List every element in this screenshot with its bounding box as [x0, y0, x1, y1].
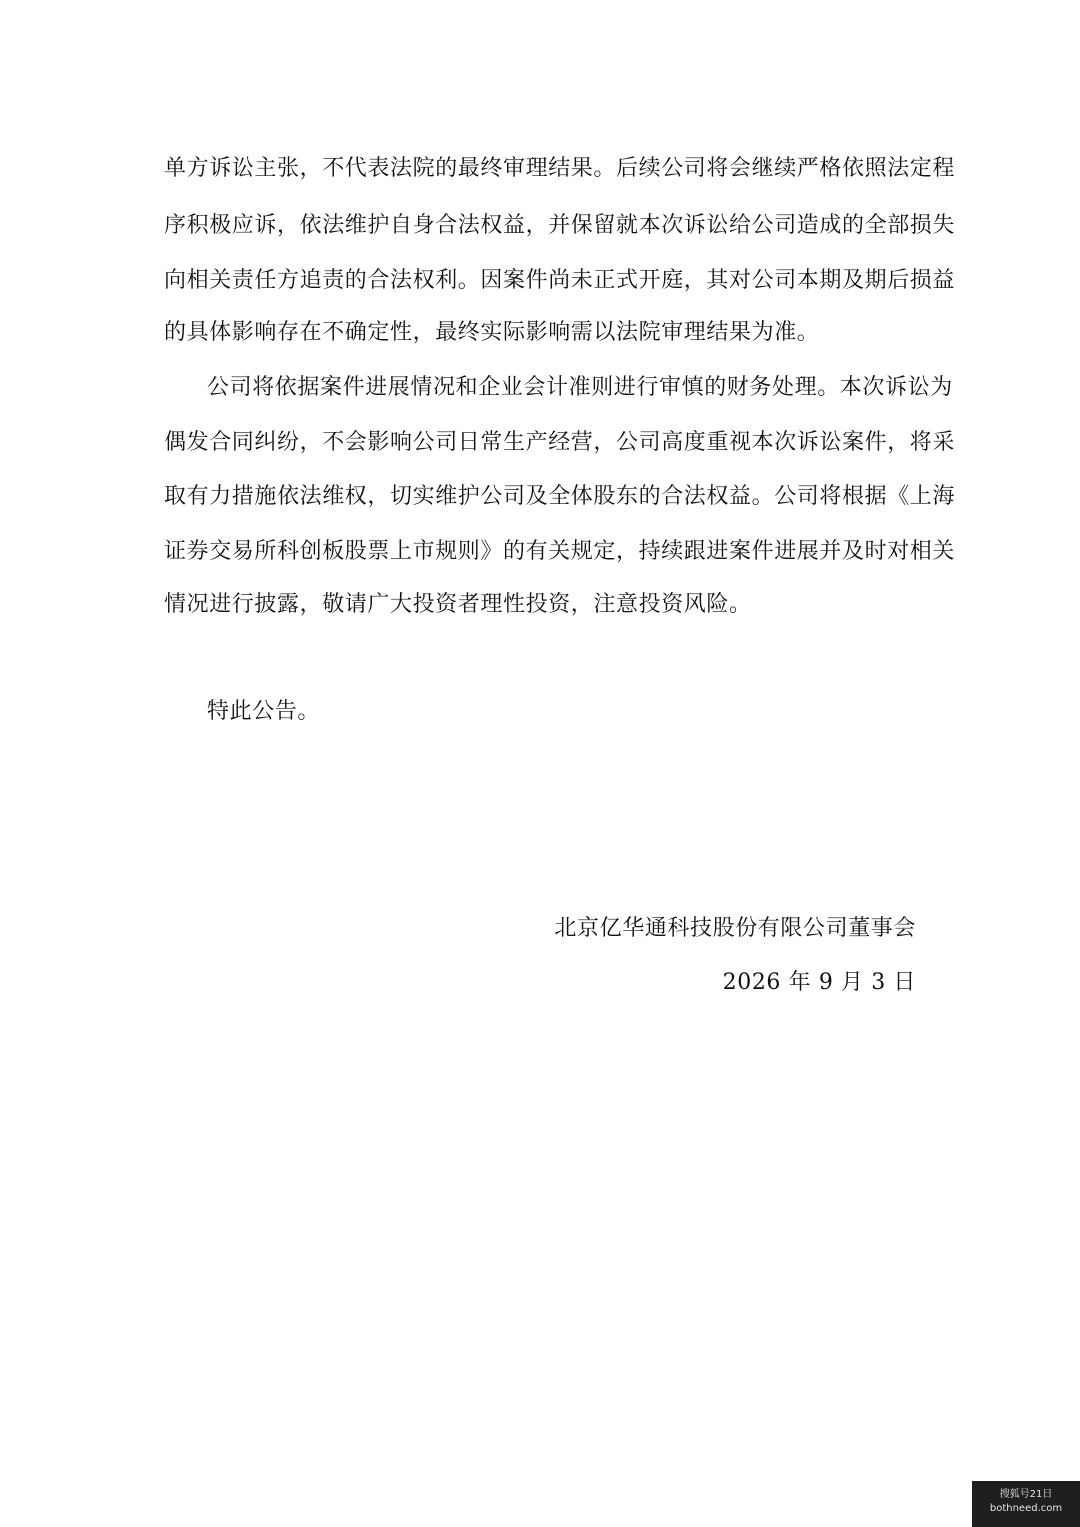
paragraph-2-line-1: 公司将依据案件进展情况和企业会计准则进行审慎的财务处理。本次诉讼为 [207, 375, 953, 400]
closing-text: 特此公告。 [207, 699, 321, 724]
paragraph-1-line-4: 的具体影响存在不确定性，最终实际影响需以法院审理结果为准。 [164, 320, 820, 345]
paragraph-1-line-1: 单方诉讼主张，不代表法院的最终审理结果。后续公司将会继续严格依照法定程 [164, 156, 956, 181]
paragraph-2-line-2: 偶发合同纠纷，不会影响公司日常生产经营，公司高度重视本次诉讼案件，将采 [164, 430, 956, 455]
watermark-line-2: bothneed.com [989, 1503, 1063, 1514]
paragraph-1-line-2: 序积极应诉，依法维护自身合法权益，并保留就本次诉讼给公司造成的全部损失 [164, 213, 956, 238]
paragraph-2-line-5: 情况进行披露，敬请广大投资者理性投资，注意投资风险。 [164, 592, 752, 617]
watermark-line-1: 搜狐号21日 [999, 1489, 1053, 1500]
signature-company: 北京亿华通科技股份有限公司董事会 [554, 916, 916, 941]
paragraph-2-line-4: 证券交易所科创板股票上市规则》的有关规定，持续跟进案件进展并及时对相关 [164, 539, 956, 564]
signature-date: 2026 年 9 月 3 日 [722, 970, 916, 995]
paragraph-1-line-3: 向相关责任方追责的合法权利。因案件尚未正式开庭，其对公司本期及期后损益 [164, 268, 956, 293]
watermark-badge [972, 1481, 1080, 1527]
paragraph-2-line-3: 取有力措施依法维权，切实维护公司及全体股东的合法权益。公司将根据《上海 [164, 484, 956, 509]
